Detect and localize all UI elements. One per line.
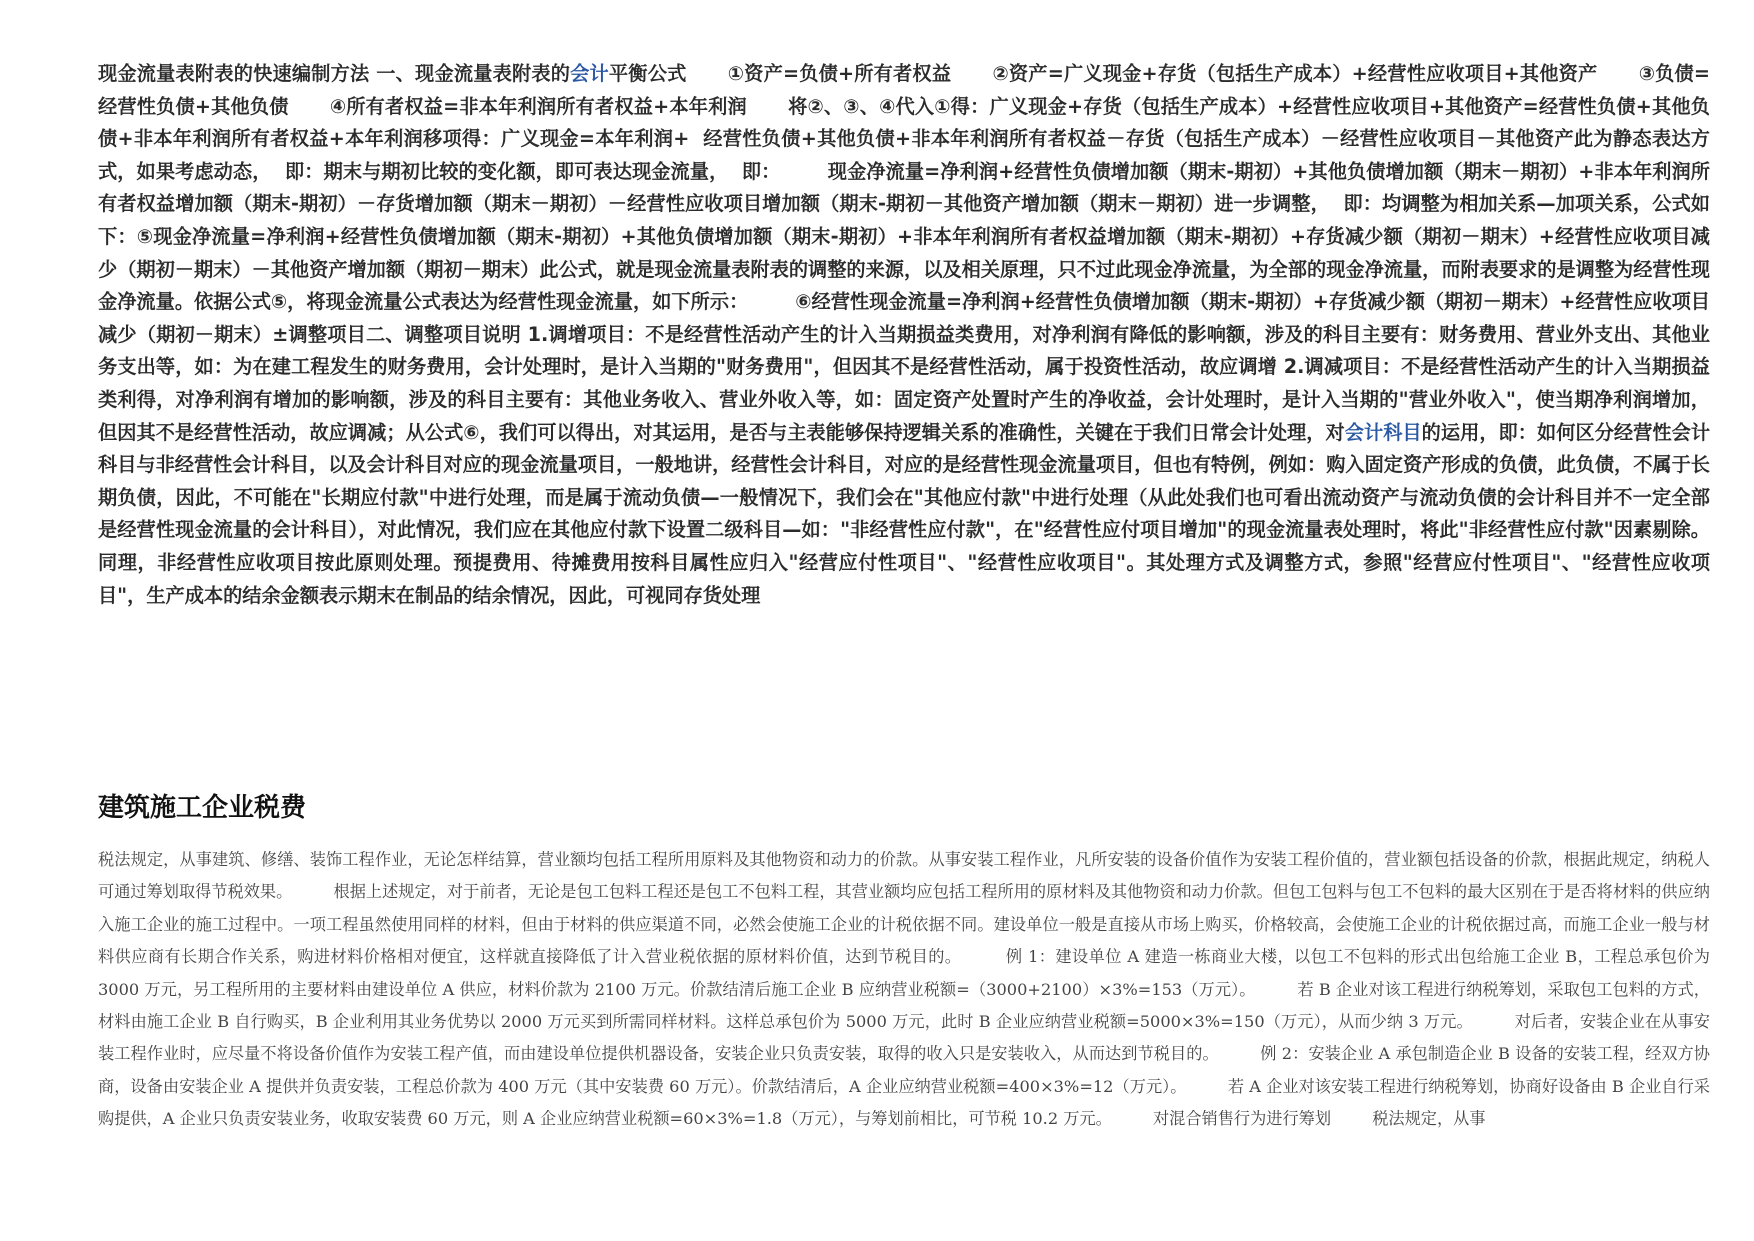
accounting-link[interactable]: 会计 <box>570 62 609 85</box>
section-heading: 建筑施工企业税费 <box>98 793 307 823</box>
cash-flow-text-part-b: 平衡公式 ①资产=负债+所有者权益 ②资产=广义现金+存货（包括生产成本）+经营性应收项目+其他资产 ③负债=经营性负债+其他负债 ④所有者权益=非本年利润所有者权益+本年利润 将②、③、④代入①得：广义现金+存货（包括生产成本）+经营性应收项目+其他资产=经营性负债+其他负债+非本年利润所有者权益+本年利润移项得：广义现金=本年利润+ 经营性负债+其他负债+非本年利润所有者权益－存货（包括生产成本）－经营性应收项目－其他资产此为静态表达方式，如果考虑动态， 即：期末与期初比较的变化额，即可表达现金流量， 即： 现金净流量=净利润+经营性负债增加额（期末-期初）+其他负债增加额（期末－期初）+非本年利润所有者权益增加额（期末-期初）－存货增加额（期末－期初）－经营性应收项目增加额（期末-期初－其他资产增加额（期末－期初）进一步调整， 即：均调整为相加关系—加项关系，公式如下：⑤现金净流量=净利润+经营性负债增加额（期末-期初）+其他负债增加额（期末-期初）+非本年利润所有者权益增加额（期末-期初）+存货减少额（期初－期末）+经营性应收项目减少（期初－期末）－其他资产增加额（期初－期末）此公式，就是现金流量表附表的调整的来源，以及相关原理，只不过此现金净流量，为全部的现金净流量，而附表要求的是调整为经营性现金净流量。依据公式⑤，将现金流量公式表达为经营性现金流量，如下所示： ⑥经营性现金流量=净利润+经营性负债增加额（期末-期初）+存货减少额（期初－期末）+经营性应收项目减少（期初－期末）±调整项目二、调整项目说明 1.调增项目：不是经营性活动产生的计入当期损益类费用，对净利润有降低的影响额，涉及的科目主要有：财务费用、营业外支出、其他业务支出等，如：为在建工程发生的财务费用，会计处理时，是计入当期的"财务费用"，但因其不是经营性活动，属于投资性活动，故应调增 2.调减项目：不是经营性活动产生的计入当期损益类利得，对净利润有增加的影响额，涉及的科目主要有：其他业务收入、营业外收入等，如：固定资产处置时产生的净收益，会计处理时，是计入当期的"营业外收入"，使当期净利润增加，但因其不是经营性活动，故应调减；从公式⑥，我们可以得出，对其运用，是否与主表能够保持逻辑关系的准确性，关键在于我们日常会计处理，对 <box>98 62 1711 444</box>
cash-flow-paragraph <box>98 58 1710 612</box>
accounting-subject-link[interactable]: 会计科目 <box>1344 420 1422 444</box>
tax-body-text: 税法规定，从事建筑、修缮、装饰工程作业，无论怎样结算，营业额均包括工程所用原料及其他物资和动力的价款。从事安装工程作业，凡所安装的设备价值作为安装工程价值的，营业额包括设备的价款，根据此规定，纳税人可通过筹划取得节税效果。 根据上述规定，对于前者，无论是包工包料工程还是包工不包料工程，其营业额均应包括工程所用的原材料及其他物资和动力价款。但包工包料与包工不包料的最大区别在于是否将材料的供应纳入施工企业的施工过程中。一项工程虽然使用同样的材料，但由于材料的供应渠道不同，必然会使施工企业的计税依据不同。建设单位一般是直接从市场上购买，价格较高，会使施工企业的计税依据过高，而施工企业一般与材料供应商有长期合作关系，购进材料价格相对便宜，这样就直接降低了计入营业税依据的原材料价值，达到节税目的。 例 1：建设单位 A 建造一栋商业大楼，以包工不包料的形式出包给施工企业 B，工程总承包价为 3000 万元，另工程所用的主要材料由建设单位 A 供应，材料价款为 2100 万元。价款结清后施工企业 B 应纳营业税额=（3000+2100）×3%=153（万元）。 若 B 企业对该工程进行纳税筹划，采取包工包料的方式，材料由施工企业 B 自行购买，B 企业利用其业务优势以 2000 万元买到所需同样材料。这样总承包价为 5000 万元，此时 B 企业应纳营业税额=5000×3%=150（万元），从而少纳 3 万元。 对后者，安装企业在从事安装工程作业时，应尽量不将设备价值作为安装工程产值，而由建设单位提供机器设备，安装企业只负责安装，取得的收入只是安装收入，从而达到节税目的。 例 2：安装企业 A 承包制造企业 B 设备的安装工程，经双方协商，设备由安装企业 A 提供并负责安装，工程总价款为 400 万元（其中安装费 60 万元）。价款结清后，A 企业应纳营业税额=400×3%=12（万元）。 若 A 企业对该安装工程进行纳税筹划，协商好设备由 B 企业自行采购提供，A 企业只负责安装业务，收取安装费 60 万元，则 A 企业应纳营业税额=60×3%=1.8（万元），与筹划前相比，可节税 10.2 万元。 对混合销售行为进行筹划 税法规定，从事 <box>98 850 1716 1129</box>
cash-flow-text-part-c: 的运用，即：如何区分经营性会计科目与非经营性会计科目，以及会计科目对应的现金流量项目，一般地讲，经营性会计科目，对应的是经营性现金流量项目，但也有特例，例如：购入固定资产形成的负债，此负债，不属于长期负债，因此，不可能在"长期应付款"中进行处理，而是属于流动负债—一般情况下，我们会在"其他应付款"中进行处理（从此处我们也可看出流动资产与流动负债的会计科目并不一定全部是经营性现金流量的会计科目），对此情况，我们应在其他应付款下设置二级科目—如："非经营性应付款"，在"经营性应付项目增加"的现金流量表处理时，将此"非经营性应付款"因素剔除。同理，非经营性应收项目按此原则处理。预提费用、待摊费用按科目属性应归入"经营应付性项目"、"经营性应收项目"。其处理方式及调整方式，参照"经营应付性项目"、"经营性应收项目"，生产成本的结余金额表示期末在制品的结余情况，因此，可视同存货处理 <box>98 420 1711 607</box>
cash-flow-text-part-a: 现金流量表附表的快速编制方法 一、现金流量表附表的 <box>98 62 571 85</box>
tax-paragraph <box>98 844 1716 1136</box>
document-page <box>98 58 1716 1129</box>
